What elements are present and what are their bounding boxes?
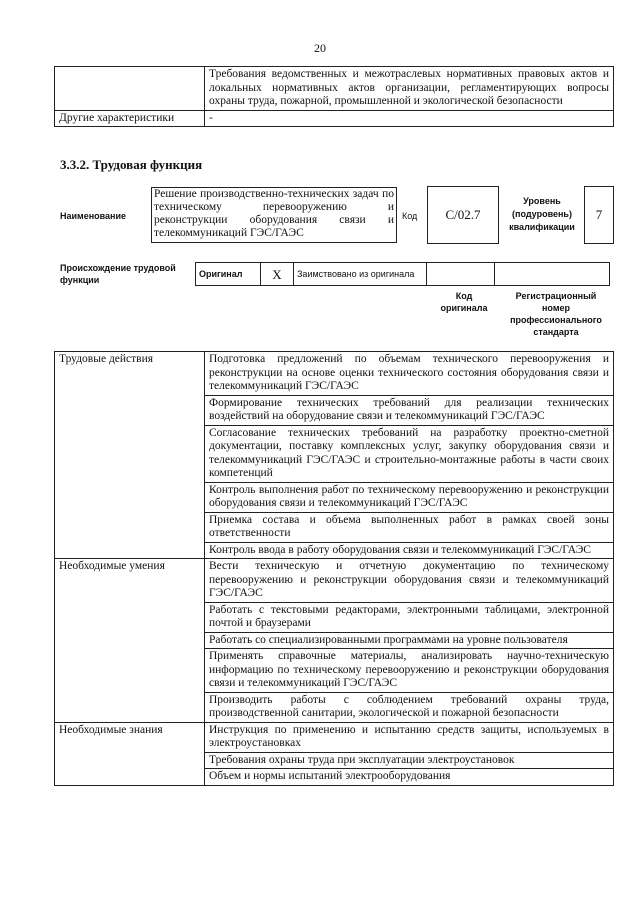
section-title-cell: Трудовые действия	[55, 352, 205, 559]
reg-number-cell	[495, 263, 610, 286]
table-row	[55, 352, 614, 396]
qualification-level-box: 7	[584, 186, 614, 244]
table-row	[55, 67, 614, 111]
item-cell: Вести техническую и отчетную документацию по техническому перевооружению и реконструкции оборудования связи и телекоммуникаций ГЭС/ГАЭС	[205, 559, 614, 603]
item-cell: Контроль ввода в работу оборудования связи и телекоммуникаций ГЭС/ГАЭС	[205, 542, 614, 559]
item-cell: Объем и нормы испытаний электрооборудования	[205, 769, 614, 786]
item-cell: Производить работы с соблюдением требований охраны труда, производственной санитарии, экологической и пожарной безопасности	[205, 692, 614, 722]
section-title-cell: Необходимые знания	[55, 722, 205, 785]
top-characteristics-table	[54, 66, 614, 127]
item-cell: Работать с текстовыми редакторами, электронными таблицами, электронной почтой и браузерами	[205, 602, 614, 632]
code-value-box: C/02.7	[427, 186, 499, 244]
origin-table	[195, 262, 610, 286]
empty-cell	[55, 67, 205, 111]
section-title: 3.3.2. Трудовая функция	[60, 157, 203, 172]
requirements-text: Требования ведомственных и межотраслевых нормативных правовых актов и локальных нормативных актов организации, регламентирующих вопросы охраны труда, пожарной, промышленной и экологической безопасности	[205, 67, 614, 111]
item-cell: Согласование технических требований на разработку проектно-сметной документации, поставку комплексных услуг, закупку оборудования связи и телекоммуникаций ГЭС/ГАЭС и строительно-монтажные работы в части своих компетенций	[205, 425, 614, 482]
other-characteristics-label: Другие характеристики	[55, 110, 205, 127]
item-cell: Формирование технических требований для реализации технических воздействий на оборудование связи и телекоммуникаций ГЭС/ГАЭС	[205, 395, 614, 425]
item-cell: Подготовка предложений по объемам технического перевооружения и реконструкции на основе оценки технического состояния оборудования связи и телекоммуникаций ГЭС/ГАЭС	[205, 352, 614, 396]
table-row	[55, 559, 614, 603]
item-cell: Контроль выполнения работ по техническому перевооружению и реконструкции оборудования связи и телекоммуникаций ГЭС/ГАЭС	[205, 482, 614, 512]
item-cell: Применять справочные материалы, анализировать научно-техническую информацию по техническому перевооружению и реконструкции оборудования связи и телекоммуникаций ГЭС/ГАЭС	[205, 649, 614, 693]
origin-label: Происхождение трудовой функции	[60, 263, 176, 285]
code-original-cell	[427, 263, 495, 286]
code-original-label: Код оригинала	[440, 291, 488, 313]
item-cell: Инструкция по применению и испытанию средств защиты, используемых в электроустановках	[205, 722, 614, 752]
other-characteristics-value: -	[205, 110, 614, 127]
name-label: Наименование	[60, 211, 127, 221]
item-cell: Приемка состава и объема выполненных работ в рамках своей зоны ответственности	[205, 512, 614, 542]
table-row	[55, 722, 614, 752]
function-details-table	[54, 351, 614, 786]
page-number: 20	[314, 41, 326, 55]
borrowed-label: Заимствовано из оригинала	[294, 263, 427, 286]
table-row	[196, 263, 610, 286]
function-name-box: Решение производственно-технических задач по техническому перевооружению и реконструкции оборудования связи и телекоммуникаций ГЭС/ГАЭС	[151, 187, 397, 243]
table-row	[55, 110, 614, 127]
original-label: Оригинал	[196, 263, 261, 286]
item-cell: Требования охраны труда при эксплуатации электроустановок	[205, 752, 614, 769]
original-mark: X	[261, 263, 294, 286]
qualification-level-label: Уровень (подуровень) квалификации	[509, 196, 575, 232]
code-label: Код	[402, 211, 418, 221]
item-cell: Работать со специализированными программами на уровне пользователя	[205, 632, 614, 649]
reg-number-label: Регистрационный номер профессионального стандарта	[510, 291, 602, 337]
section-title-cell: Необходимые умения	[55, 559, 205, 723]
